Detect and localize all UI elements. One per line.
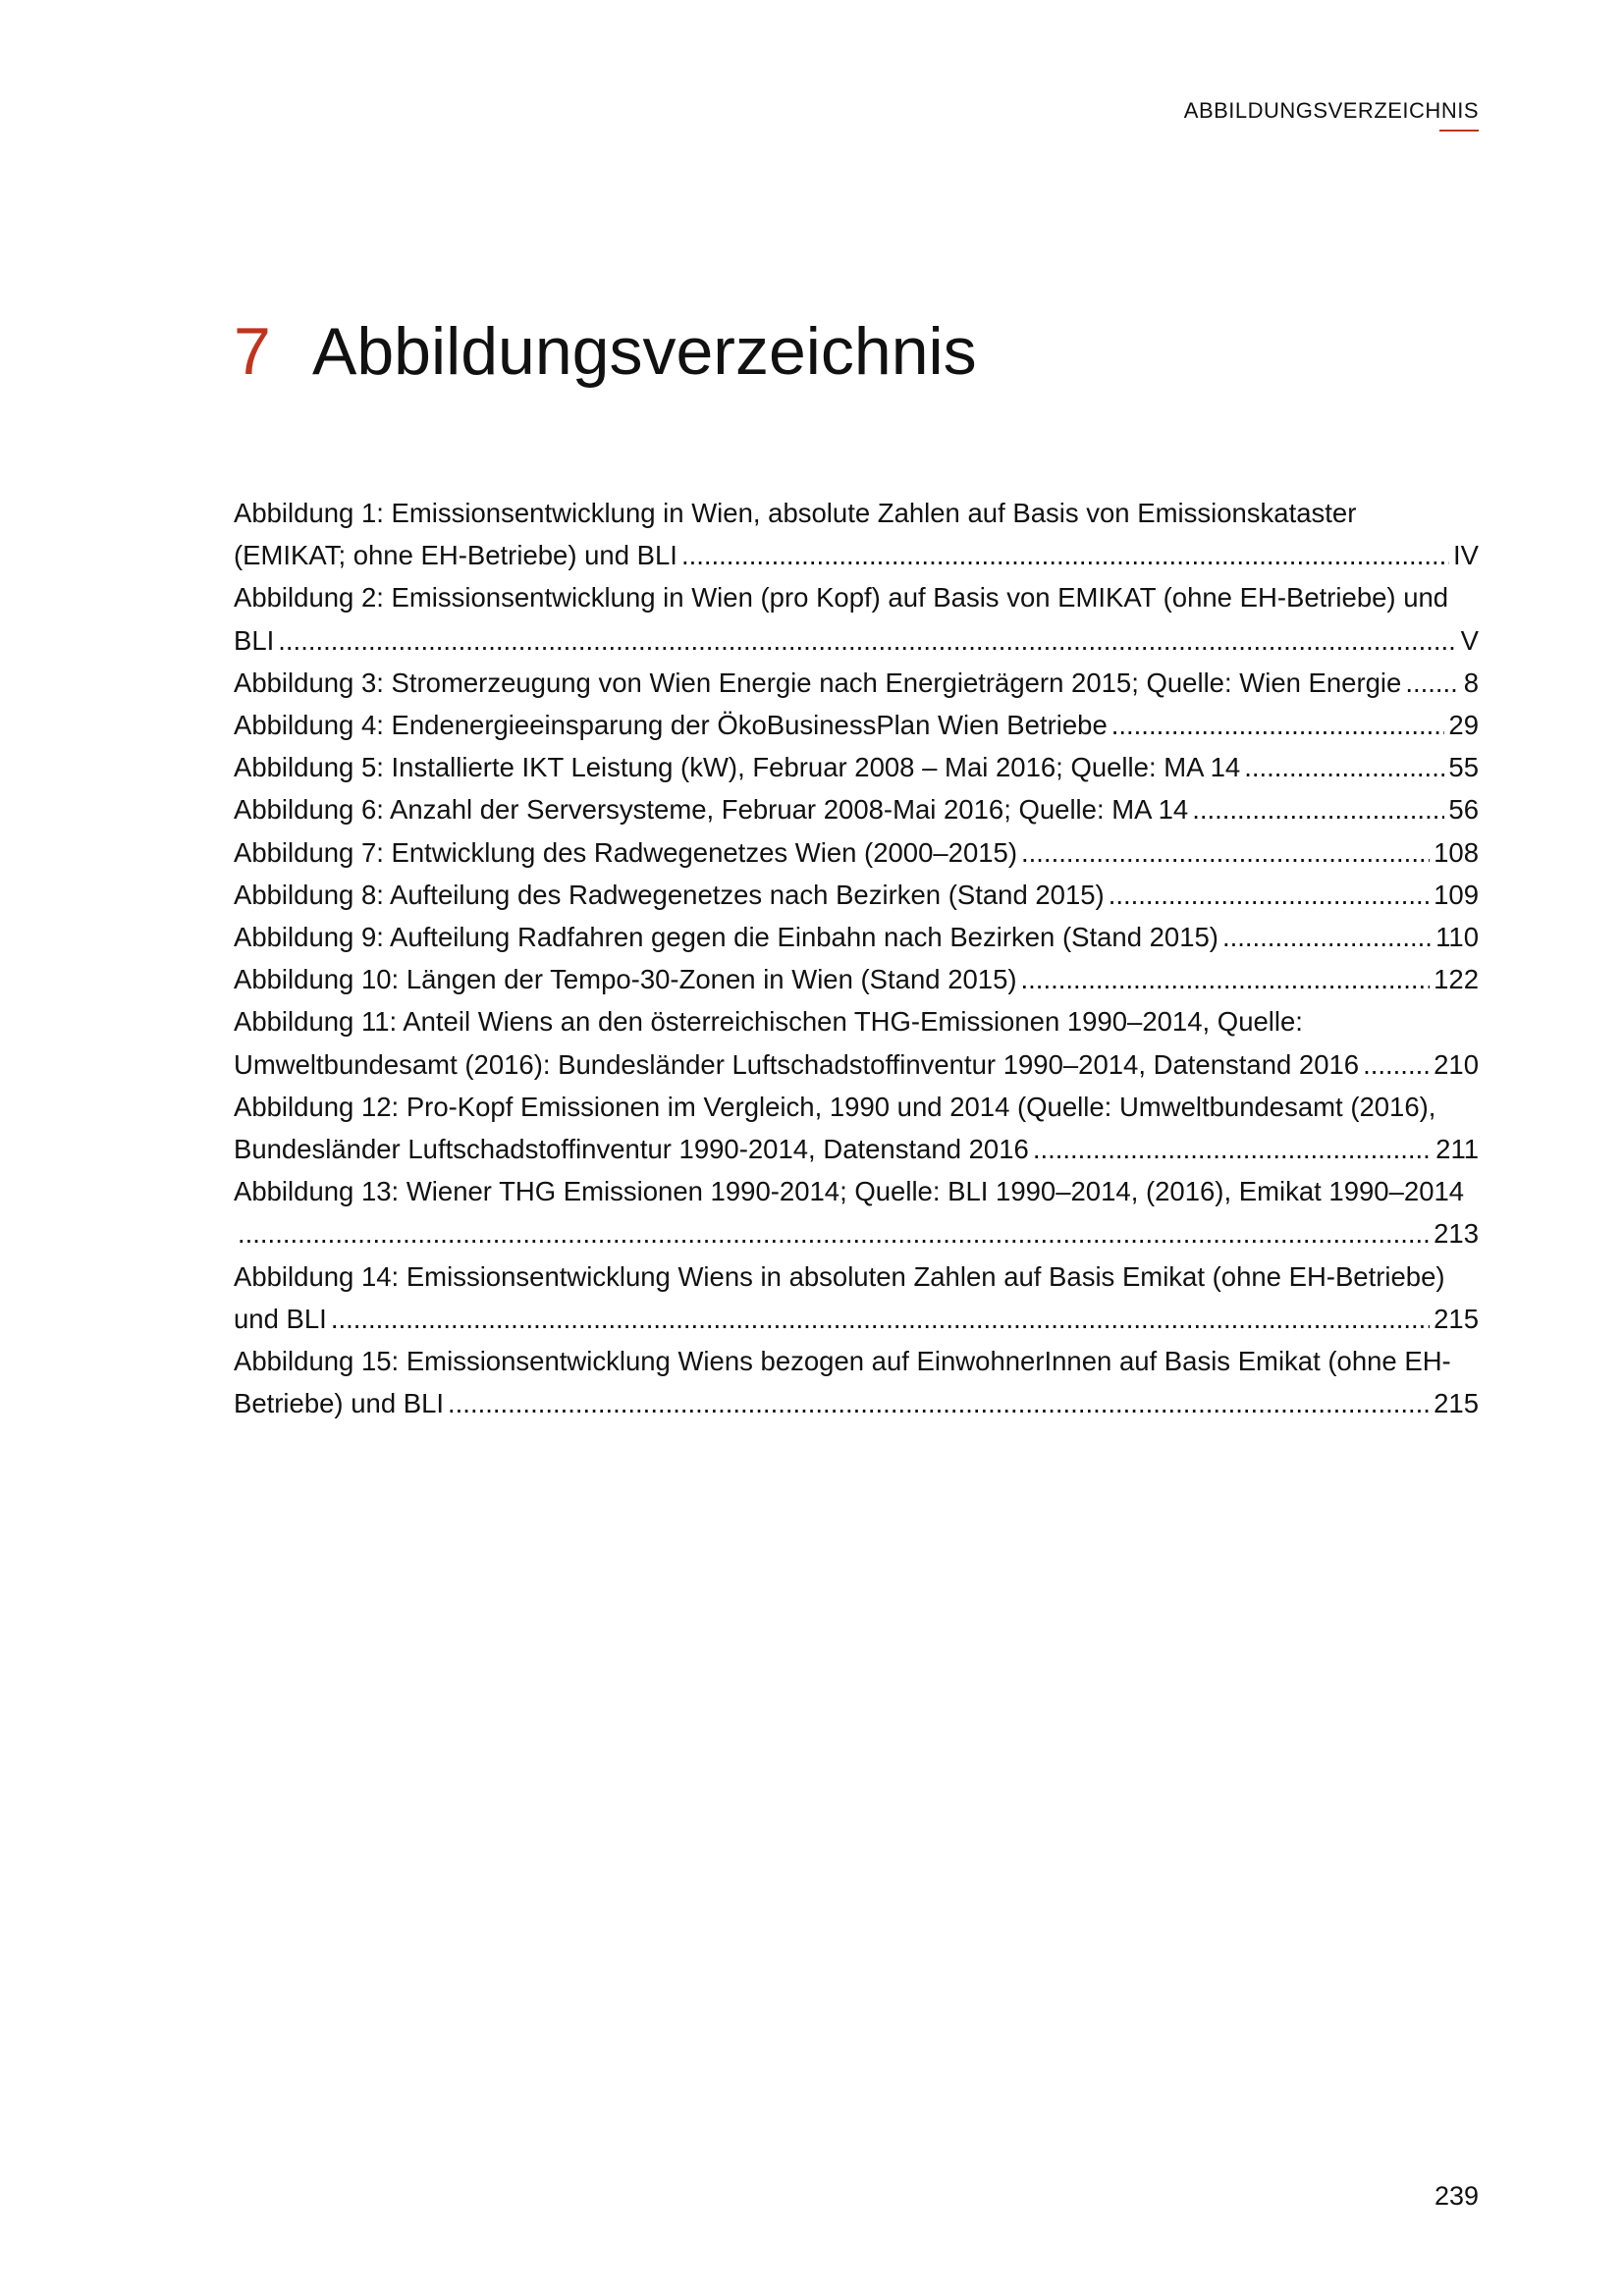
entry-line <box>234 1298 1479 1340</box>
figure-list-entry[interactable] <box>234 916 1479 958</box>
dot-leader <box>1033 1128 1432 1170</box>
entry-page-ref[interactable]: 109 <box>1434 879 1479 910</box>
entry-text: Abbildung 10: Längen der Tempo-30-Zonen in Wien (Stand 2015) <box>234 964 1017 995</box>
dot-leader <box>681 534 1449 576</box>
dot-leader <box>1405 662 1459 704</box>
entry-text: Abbildung 5: Installierte IKT Leistung (kW), Februar 2008 – Mai 2016; Quelle: MA 14 <box>234 752 1241 783</box>
entry-line <box>234 1128 1479 1170</box>
entry-line <box>234 534 1479 576</box>
entry-text: BLI <box>234 624 275 656</box>
entry-page-ref[interactable]: 108 <box>1434 836 1479 868</box>
figure-list-entry[interactable] <box>234 1086 1479 1170</box>
entry-line <box>234 916 1479 958</box>
entry-text: Abbildung 7: Entwicklung des Radwegenetzes Wien (2000–2015) <box>234 836 1018 868</box>
figure-list-entry[interactable] <box>234 1255 1479 1340</box>
dot-leader <box>448 1382 1430 1424</box>
entry-line <box>234 746 1479 788</box>
entry-text: Abbildung 6: Anzahl der Serversysteme, Februar 2008-Mai 2016; Quelle: MA 14 <box>234 794 1189 826</box>
entry-page-ref[interactable]: 122 <box>1434 964 1479 995</box>
chapter-number: 7 <box>234 314 271 389</box>
entry-line <box>234 1382 1479 1424</box>
dot-leader <box>1111 704 1445 746</box>
figure-list-entry[interactable] <box>234 1000 1479 1085</box>
entry-text: Bundesländer Luftschadstoffinventur 1990-2014, Datenstand 2016 <box>234 1134 1029 1165</box>
entry-line <box>234 619 1479 662</box>
figure-list-entry[interactable] <box>234 788 1479 830</box>
entry-page-ref[interactable]: 213 <box>1434 1218 1479 1250</box>
entry-text: Abbildung 4: Endenergieeinsparung der ÖkoBusinessPlan Wien Betriebe <box>234 710 1108 741</box>
chapter-heading <box>234 312 977 391</box>
figure-list-entry[interactable] <box>234 874 1479 916</box>
running-header-rule <box>1439 130 1479 132</box>
figure-list-entry[interactable] <box>234 662 1479 704</box>
entry-first-line: Abbildung 14: Emissionsentwicklung Wiens in absoluten Zahlen auf Basis Emikat (ohne EH-Betriebe) <box>234 1260 1445 1292</box>
entry-first-line: Abbildung 11: Anteil Wiens an den österreichischen THG-Emissionen 1990–2014, Quelle: <box>234 1006 1303 1038</box>
entry-text: Abbildung 9: Aufteilung Radfahren gegen die Einbahn nach Bezirken (Stand 2015) <box>234 922 1218 953</box>
dot-leader <box>1222 916 1432 958</box>
figure-list-entry[interactable] <box>234 1170 1479 1255</box>
figure-list-entry[interactable] <box>234 958 1479 1000</box>
entry-page-ref[interactable]: 8 <box>1463 667 1479 698</box>
entry-first-line: Abbildung 2: Emissionsentwicklung in Wien (pro Kopf) auf Basis von EMIKAT (ohne EH-Betriebe) und <box>234 582 1449 614</box>
entry-text: Abbildung 8: Aufteilung des Radwegenetzes nach Bezirken (Stand 2015) <box>234 879 1105 910</box>
entry-page-ref[interactable]: 215 <box>1434 1388 1479 1419</box>
entry-line <box>234 704 1479 746</box>
entry-text: Betriebe) und BLI <box>234 1388 445 1419</box>
entry-first-line: Abbildung 1: Emissionsentwicklung in Wien, absolute Zahlen auf Basis von Emissionskataster <box>234 498 1357 528</box>
dot-leader <box>1021 958 1431 1000</box>
running-header <box>1184 98 1479 124</box>
dot-leader <box>1021 831 1430 874</box>
entry-text: (EMIKAT; ohne EH-Betriebe) und BLI <box>234 540 677 571</box>
figure-list-entry[interactable] <box>234 492 1479 576</box>
entry-line <box>234 831 1479 874</box>
figure-list-entry[interactable] <box>234 576 1479 661</box>
dot-leader <box>1109 874 1430 916</box>
dot-leader <box>278 619 1456 662</box>
entry-page-ref[interactable]: 29 <box>1448 710 1479 741</box>
running-header-title: ABBILDUNGSVERZEICHNIS <box>1183 98 1479 123</box>
entry-page-ref[interactable]: 56 <box>1448 794 1479 826</box>
entry-line <box>234 1043 1479 1086</box>
entry-text: Abbildung 3: Stromerzeugung von Wien Energie nach Energieträgern 2015; Quelle: Wien Energie <box>234 667 1402 698</box>
entry-page-ref[interactable]: 215 <box>1434 1303 1479 1334</box>
entry-page-ref[interactable]: IV <box>1453 540 1479 571</box>
figure-list <box>234 492 1479 1424</box>
entry-line <box>234 788 1479 830</box>
entry-page-ref[interactable]: V <box>1460 624 1479 656</box>
entry-first-line: Abbildung 15: Emissionsentwicklung Wiens bezogen auf EinwohnerInnen auf Basis Emikat (ohne EH- <box>234 1346 1451 1377</box>
figure-list-entry[interactable] <box>234 746 1479 788</box>
dot-leader <box>1192 788 1444 830</box>
dot-leader <box>238 1212 1430 1255</box>
chapter-title: Abbildungsverzeichnis <box>312 314 977 389</box>
entry-line <box>234 1212 1479 1255</box>
entry-line <box>234 662 1479 704</box>
dot-leader <box>1244 746 1444 788</box>
entry-page-ref[interactable]: 55 <box>1448 752 1479 783</box>
entry-page-ref[interactable]: 211 <box>1435 1134 1479 1165</box>
entry-line <box>234 874 1479 916</box>
entry-line <box>234 958 1479 1000</box>
dot-leader <box>1363 1043 1430 1086</box>
page-number: 239 <box>1434 2181 1479 2211</box>
entry-first-line: Abbildung 12: Pro-Kopf Emissionen im Vergleich, 1990 und 2014 (Quelle: Umweltbundesamt (2016), <box>234 1091 1436 1122</box>
entry-text: Umweltbundesamt (2016): Bundesländer Luftschadstoffinventur 1990–2014, Datenstand 2016 <box>234 1048 1360 1080</box>
figure-list-entry[interactable] <box>234 1340 1479 1424</box>
dot-leader <box>331 1298 1430 1340</box>
entry-page-ref[interactable]: 210 <box>1434 1048 1479 1080</box>
entry-page-ref[interactable]: 110 <box>1435 922 1479 953</box>
entry-first-line: Abbildung 13: Wiener THG Emissionen 1990-2014; Quelle: BLI 1990–2014, (2016), Emikat 1990–2014 <box>234 1176 1465 1207</box>
entry-text: und BLI <box>234 1303 327 1334</box>
figure-list-entry[interactable] <box>234 704 1479 746</box>
figure-list-entry[interactable] <box>234 831 1479 874</box>
